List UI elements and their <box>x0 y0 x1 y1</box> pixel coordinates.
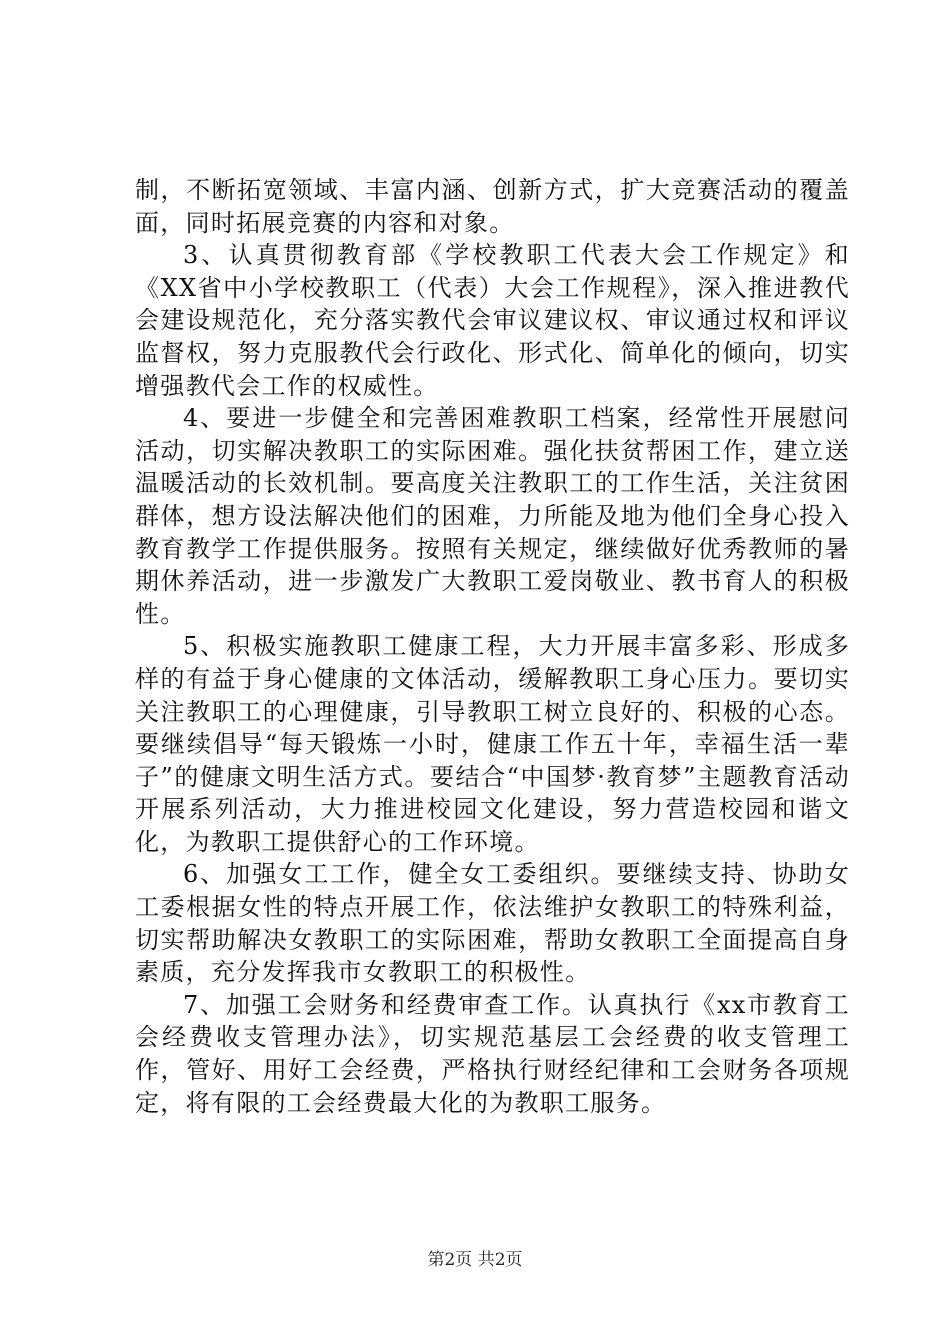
paragraph-item-6: 6、加强女工工作，健全女工委组织。要继续支持、协助女工委根据女性的特点开展工作，依法维护女教职工的特殊利益，切实帮助解决女教职工的实际困难，帮助女教职工全面提高自身素质，充分发挥我市女教职工的积极性。 <box>135 860 850 987</box>
paragraph-item-4: 4、要进一步健全和完善困难教职工档案，经常性开展慰问活动，切实解决教职工的实际困难。强化扶贫帮困工作，建立送温暖活动的长效机制。要高度关注教职工的工作生活，关注贫困群体，想方设法解决他们的困难，力所能及地为他们全身心投入教育教学工作提供服务。按照有关规定，继续做好优秀教师的暑期休养活动，进一步激发广大教职工爱岗敬业、教书育人的积极性。 <box>135 404 850 628</box>
page-footer: 第2页 共2页 <box>427 1250 523 1270</box>
paragraph-item-7: 7、加强工会财务和经费审查工作。认真执行《xx市教育工会经费收支管理办法》，切实规范基层工会经费的收支管理工作，管好、用好工会经费，严格执行财经纪律和工会财务各项规定，将有限的工会经费最大化的为教职工服务。 <box>135 990 850 1117</box>
paragraph-continued: 制，不断拓宽领域、丰富内涵、创新方式，扩大竞赛活动的覆盖面，同时拓展竞赛的内容和对象。 <box>135 176 850 237</box>
document-body <box>135 174 850 1119</box>
paragraph-item-5: 5、积极实施教职工健康工程，大力开展丰富多彩、形成多样的有益于身心健康的文体活动，缓解教职工身心压力。要切实关注教职工的心理健康，引导教职工树立良好的、积极的心态。要继续倡导“每天锻炼一小时，健康工作五十年，幸福生活一辈子”的健康文明生活方式。要结合“中国梦·教育梦”主题教育活动开展系列活动，大力推进校园文化建设，努力营造校园和谐文化，为教职工提供舒心的工作环境。 <box>135 632 850 856</box>
paragraph-item-3: 3、认真贯彻教育部《学校教职工代表大会工作规定》和《XX省中小学校教职工（代表）大会工作规程》，深入推进教代会建设规范化，充分落实教代会审议建议权、审议通过权和评议监督权，努力克服教代会行政化、形式化、简单化的倾向，切实增强教代会工作的权威性。 <box>135 241 850 400</box>
